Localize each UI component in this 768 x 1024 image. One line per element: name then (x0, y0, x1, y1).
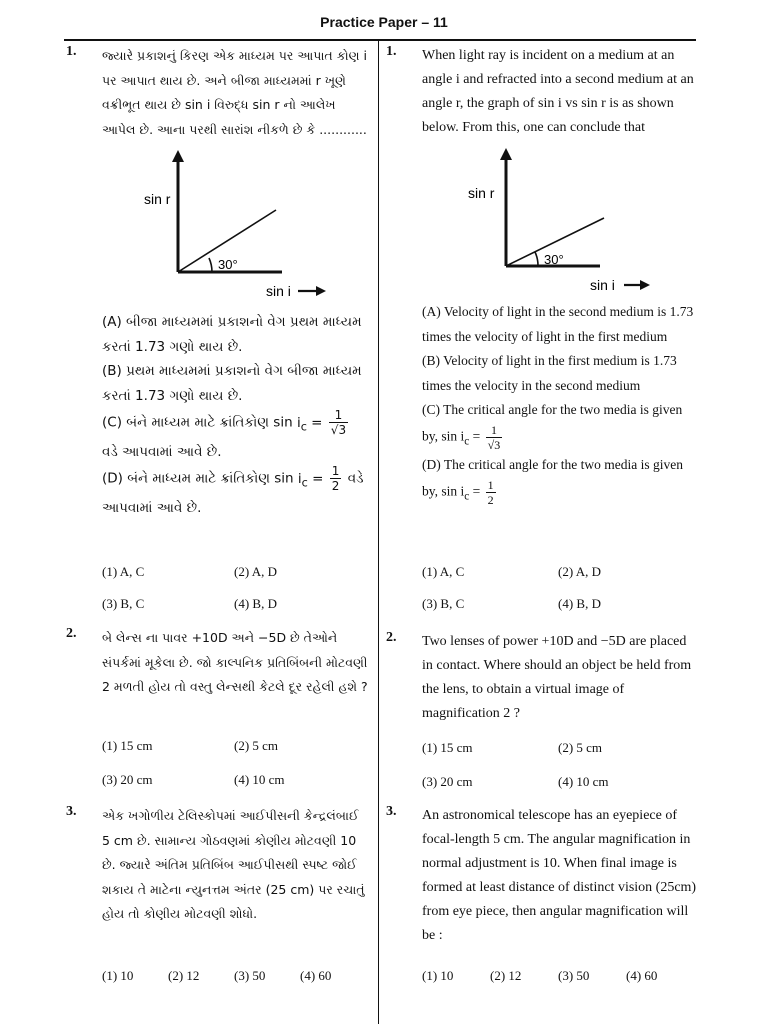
choice-3[interactable]: (3) B, C (102, 596, 145, 611)
choice-4[interactable]: (4) 60 (300, 968, 332, 983)
choice-4[interactable]: (4) B, D (558, 596, 601, 611)
option-c: (C) The critical angle for the two media is given by, $\sin i_c$ = $\frac{1}{√3}$ (422, 402, 683, 452)
option-c-formula: $i_c$ = $\frac{1}{√3}$ (296, 408, 347, 437)
question-text: જ્યારે પ્રકાશનું કિરણ એક માધ્યમ પર આપાત કોણ i પર આપાત થાય છે. અને બીજા માધ્યમમાં r ખૂણે વક્રીભૂત થાય છે sin i વિરુદ્ધ sin r નો આલેખ આપેલ છે. આના પરથી સારાંશ નીકળે છે કે ............ (102, 48, 367, 137)
answer-choices (422, 968, 692, 998)
question-number: 1. (66, 44, 77, 59)
question-text: When light ray is incident on a medium at an angle i and refracted into a second medium at an angle r, the graph of sin i vs sin r is as shown below. From this, one can conclude that (422, 48, 694, 135)
question-number: 2. (66, 626, 77, 641)
choice-4[interactable]: (4) 60 (626, 968, 658, 983)
choice-3[interactable]: (3) B, C (422, 596, 465, 611)
y-axis-arrow-icon (500, 148, 512, 266)
answer-choices (422, 564, 692, 624)
choice-2[interactable]: (2) 5 cm (558, 740, 603, 755)
question-text: એક ખગોળીય ટેલિસ્કોપમાં આઈપીસની કેન્દ્રલંબાઈ 5 cm છે. સામાન્ય ગોઠવણમાં કોણીય મોટવણી 10 છે. જ્યારે અંતિમ પ્રતિબિંબ આઈપીસથી સ્પષ્ટ જોઈ શકાય તે માટેના ન્યુનત્તમ અંતર (25 cm) પર રચાતું હોય તો કોણીય મોટવણી શોધો. (102, 808, 365, 921)
question-2-english (386, 630, 700, 789)
option-b: (B) Velocity of light in the first medium is 1.73 times the velocity in the second medium (422, 353, 677, 393)
choice-2[interactable]: (2) 12 (490, 968, 522, 983)
option-a: (A) બીજા માધ્યમમાં પ્રકાશનો વેગ પ્રથમ માધ્યમ કરતાં 1.73 ગણો થાય છે. (102, 314, 362, 355)
option-a: (A) Velocity of light in the second medium is 1.73 times the velocity of light in the first medium (422, 304, 694, 344)
question-number: 3. (386, 804, 397, 819)
question-3-gujarati (66, 804, 370, 983)
x-axis-arrow-icon (298, 286, 326, 296)
question-text: An astronomical telescope has an eyepiece of focal-length 5 cm. The angular magnification in normal adjustment is 10. When final image is formed at least distance of distinct vision (25cm) from eye piece, then angular magnification will be : (422, 808, 697, 943)
choice-2[interactable]: (2) A, D (558, 564, 601, 579)
answer-choices (102, 564, 372, 624)
choice-1[interactable]: (1) A, C (422, 564, 465, 579)
answer-choices (102, 968, 372, 998)
option-d-formula: $i_c$ = $\frac{1}{2}$ (297, 464, 340, 494)
angle-arc (209, 258, 212, 272)
choice-2[interactable]: (2) A, D (234, 564, 277, 579)
question-2-gujarati (66, 626, 370, 787)
question-text: Two lenses of power +10D and −5D are placed in contact. Where should an object be held from the lens, to obtain a virtual image of magnification 2 ? (422, 634, 692, 721)
page-header: Practice Paper – 11 (320, 14, 448, 30)
option-b: (B) પ્રથમ માધ્યમમાં પ્રકાશનો વેગ બીજા માધ્યમ કરતાં 1.73 ગણો થાય છે. (102, 363, 362, 404)
question-number: 3. (66, 804, 77, 819)
choice-3[interactable]: (3) 20 cm (102, 772, 153, 787)
angle-arc (535, 252, 538, 266)
choice-4[interactable]: (4) 10 cm (558, 774, 609, 789)
question-1-gujarati (66, 44, 370, 611)
choice-1[interactable]: (1) 15 cm (102, 738, 153, 753)
sin-graph (106, 148, 366, 298)
choice-4[interactable]: (4) 10 cm (234, 772, 285, 787)
choice-1[interactable]: (1) 10 (102, 968, 134, 983)
option-c-text: (C) બંને માધ્યમ માટે ક્રાંતિકોણ sin (102, 414, 293, 431)
choice-1[interactable]: (1) A, C (102, 564, 145, 579)
answer-choices (102, 738, 372, 798)
option-d-text: (D) The critical angle for the two media is given by, sin i (422, 457, 684, 499)
question-text: બે લેન્સ ના પાવર +10D અને −5D છે તેઓને સંપર્કમાં મૂકેલા છે. જો કાલ્પનિક પ્રતિબિંબની મોટવણી 2 મળતી હોય તો વસ્તુ લેન્સથી કેટલે દૂર રહેલી હશે ? (102, 630, 368, 694)
question-number: 2. (386, 630, 397, 645)
choice-2[interactable]: (2) 12 (168, 968, 200, 983)
angle-label: 30° (544, 252, 564, 267)
x-axis-label: sin i (590, 277, 615, 293)
choice-1[interactable]: (1) 15 cm (422, 740, 473, 755)
choice-2[interactable]: (2) 5 cm (234, 738, 279, 753)
option-c (102, 408, 368, 464)
x-axis-arrow-icon (624, 280, 650, 290)
header-rule (64, 39, 696, 41)
choice-3[interactable]: (3) 50 (234, 968, 266, 983)
choice-1[interactable]: (1) 10 (422, 968, 454, 983)
y-axis-label: sin r (144, 191, 171, 207)
choice-3[interactable]: (3) 50 (558, 968, 590, 983)
choice-3[interactable]: (3) 20 cm (422, 774, 473, 789)
choice-4[interactable]: (4) B, D (234, 596, 277, 611)
option-d: (D) The critical angle for the two media is given by, $\sin i_c$ = $\frac{1}{2}$ (422, 457, 684, 507)
option-d-text: (D) બંને માધ્યમ માટે ક્રાંતિકોણ sin (102, 470, 294, 487)
option-d-text-end: વડે આપવામાં આવે છે. (102, 470, 364, 516)
option-d (102, 464, 368, 520)
question-number: 1. (386, 44, 397, 59)
option-c-text: (C) The critical angle for the two media is given by, sin i (422, 402, 683, 444)
column-divider (378, 41, 379, 1024)
answer-choices (422, 740, 692, 800)
question-1-english (386, 44, 700, 611)
y-axis-label: sin r (468, 185, 495, 201)
sin-graph (464, 146, 704, 296)
question-3-english (386, 804, 700, 983)
angle-label: 30° (218, 257, 238, 272)
option-c-text-end: વડે આપવામાં આવે છે. (102, 443, 222, 460)
y-axis-arrow-icon (172, 150, 184, 272)
x-axis-label: sin i (266, 283, 291, 298)
